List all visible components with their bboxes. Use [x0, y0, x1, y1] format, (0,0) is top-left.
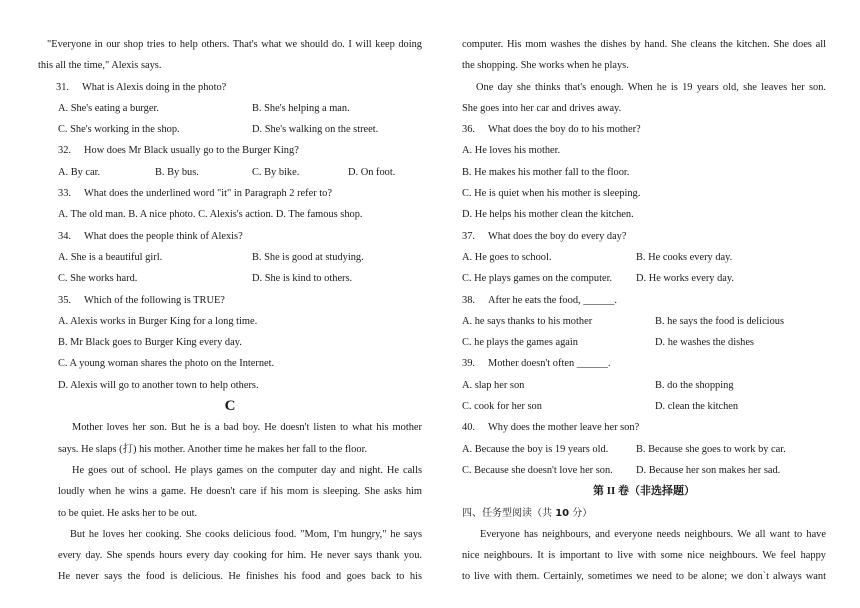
options-38-ab [462, 311, 826, 332]
question-text: Mother doesn't often ______. [488, 358, 611, 370]
task-reading-pre: 四、任务型阅读（共 [462, 507, 556, 519]
option-35-b [38, 332, 422, 353]
option-d: D. She is kind to others. [252, 273, 353, 285]
options-40-ab [462, 439, 826, 460]
question-text: What does the underlined word "it" in Paragraph 2 refer to? [84, 188, 332, 200]
option-36-d [462, 204, 826, 225]
option-35-a [38, 311, 422, 332]
options-34-cd [38, 268, 422, 289]
question-40 [462, 417, 826, 438]
option-a: A. She's eating a burger. [58, 102, 159, 114]
question-number: 33. [58, 188, 71, 200]
part2-line-2: nice neighbours. It is important to live with some nice neighbours. We feel happy [462, 550, 826, 562]
option-c: C. he plays the games again [462, 337, 578, 349]
question-text: What does the boy do to his mother? [488, 124, 641, 136]
question-35 [38, 290, 422, 311]
question-number: 39. [462, 358, 475, 370]
question-text: What is Alexis doing in the photo? [82, 81, 227, 93]
part2-line-3: to live with them. Certainly, sometimes we need to be alone; we don`t always want [462, 571, 826, 583]
option-c: C. A young woman shares the photo on the Internet. [58, 358, 275, 370]
question-number: 32. [58, 145, 71, 157]
left-column [38, 34, 422, 588]
options-31-ab [38, 98, 422, 119]
question-number: 35. [58, 294, 71, 306]
options-37-ab [462, 247, 826, 268]
question-36 [462, 119, 826, 140]
question-text: Which of the following is TRUE? [84, 294, 225, 306]
passage-line-6: But he loves her cooking. She cooks delicious food. "Mom, I'm hungry," he says [70, 528, 422, 540]
question-number: 36. [462, 124, 475, 136]
passage-cont-line-4: She goes into her car and drives away. [462, 102, 622, 114]
options-40-cd [462, 460, 826, 481]
passage-line-5: to be quiet. He asks her to be out. [58, 507, 198, 519]
option-c: C. He plays games on the computer. [462, 273, 613, 285]
question-text: After he eats the food, ______. [488, 294, 617, 306]
question-34 [38, 226, 422, 247]
options-38-cd [462, 332, 826, 353]
option-b: B. He makes his mother fall to the floor. [462, 166, 630, 178]
option-b: B. do the shopping [655, 379, 734, 391]
option-35-d [38, 375, 422, 396]
option-a: A. Because the boy is 19 years old. [462, 443, 609, 455]
task-reading-post: 分） [569, 507, 593, 519]
question-32 [38, 140, 422, 161]
option-c: C. Because she doesn't love her son. [462, 464, 613, 476]
part-2-title: 第 II 卷（非选择题） [592, 485, 696, 498]
options-34-ab [38, 247, 422, 268]
question-number: 34. [58, 230, 71, 242]
option-b: B. he says the food is delicious [655, 315, 785, 327]
task-reading-heading [462, 503, 826, 524]
passage-cont-line-2: the shopping. She works when he plays. [462, 60, 629, 72]
option-a: A. She is a beautiful girl. [58, 251, 163, 263]
options-39-ab [462, 375, 826, 396]
passage-cont-line-1: computer. His mom washes the dishes by hand. She cleans the kitchen. She does all [462, 39, 826, 50]
task-reading-points: 10 [555, 507, 570, 519]
option-d: D. he washes the dishes [655, 337, 754, 349]
question-33 [38, 183, 422, 204]
option-d: D. clean the kitchen [655, 401, 739, 413]
option-a: A. Alexis works in Burger King for a long time. [58, 315, 258, 327]
option-36-a [462, 140, 826, 161]
option-36-b [462, 162, 826, 183]
question-number: 38. [462, 294, 475, 306]
option-a: A. He loves his mother. [462, 145, 561, 157]
option-b: B. She is good at studying. [252, 251, 364, 263]
question-text: How does Mr Black usually go to the Burger King? [84, 145, 299, 157]
right-column [462, 34, 826, 588]
option-b: B. Mr Black goes to Burger King every day. [58, 337, 242, 349]
option-d: D. Because her son makes her sad. [636, 464, 781, 476]
passage-line-1: Mother loves her son. But he is a bad boy. He doesn't listen to what his mother [72, 422, 422, 434]
passage-line-8: He never says the food is delicious. He finishes his food and goes back to his [58, 571, 422, 583]
question-number: 31. [56, 81, 69, 93]
question-31 [38, 77, 422, 98]
option-c: C. She's working in the shop. [58, 124, 180, 136]
options-33 [38, 204, 422, 225]
option-36-c [462, 183, 826, 204]
options-32 [38, 162, 422, 183]
section-c-heading: C [224, 398, 236, 415]
options-39-cd [462, 396, 826, 417]
question-number: 37. [462, 230, 475, 242]
intro-line-2: this all the time," Alexis says. [38, 60, 162, 72]
option-a: A. He goes to school. [462, 251, 552, 263]
options-inline: A. The old man. B. A nice photo. C. Alexis's action. D. The famous shop. [58, 209, 363, 221]
intro-line-1: "Everyone in our shop tries to help others. That's what we should do. I will keep doing [47, 39, 422, 50]
option-35-c [38, 353, 422, 374]
options-37-cd [462, 268, 826, 289]
passage-cont-line-3: One day she thinks that's enough. When he is 19 years old, she leaves her son. [476, 81, 826, 93]
option-d: D. She's walking on the street. [252, 124, 379, 136]
option-a: A. slap her son [462, 379, 525, 391]
options-31-cd [38, 119, 422, 140]
option-c: C. He is quiet when his mother is sleeping. [462, 188, 641, 200]
option-d: D. Alexis will go to another town to help others. [58, 379, 259, 391]
passage-line-3: He goes out of school. He plays games on the computer day and night. He calls [72, 464, 422, 476]
option-d: D. On foot. [348, 166, 396, 178]
option-c: C. By bike. [252, 166, 300, 178]
question-38 [462, 290, 826, 311]
passage-line-2: says. He slaps (打) his mother. Another time he makes her fall to the floor. [58, 443, 368, 455]
option-b: B. Because she goes to work by car. [636, 443, 786, 455]
option-b: B. By bus. [155, 166, 199, 178]
option-c: C. She works hard. [58, 273, 138, 285]
question-37 [462, 226, 826, 247]
question-number: 40. [462, 422, 475, 434]
option-b: B. She's helping a man. [252, 102, 350, 114]
option-a: A. he says thanks to his mother [462, 315, 593, 327]
question-text: What does the people think of Alexis? [84, 230, 243, 242]
option-d: D. He helps his mother clean the kitchen. [462, 209, 634, 221]
question-39 [462, 353, 826, 374]
option-c: C. cook for her son [462, 401, 542, 413]
part2-line-1: Everyone has neighbours, and everyone needs neighbours. We all want to have [480, 528, 826, 540]
passage-line-7: every day. She spends hours every day cooking for him. He never says thank you. [58, 550, 422, 562]
option-d: D. He works every day. [636, 273, 735, 285]
question-text: What does the boy do every day? [488, 230, 627, 242]
option-b: B. He cooks every day. [636, 251, 733, 263]
question-text: Why does the mother leave her son? [488, 422, 640, 434]
option-a: A. By car. [58, 166, 101, 178]
passage-line-4: loudly when he wins a game. He doesn't care if his mom is sleeping. She asks him [58, 486, 422, 498]
